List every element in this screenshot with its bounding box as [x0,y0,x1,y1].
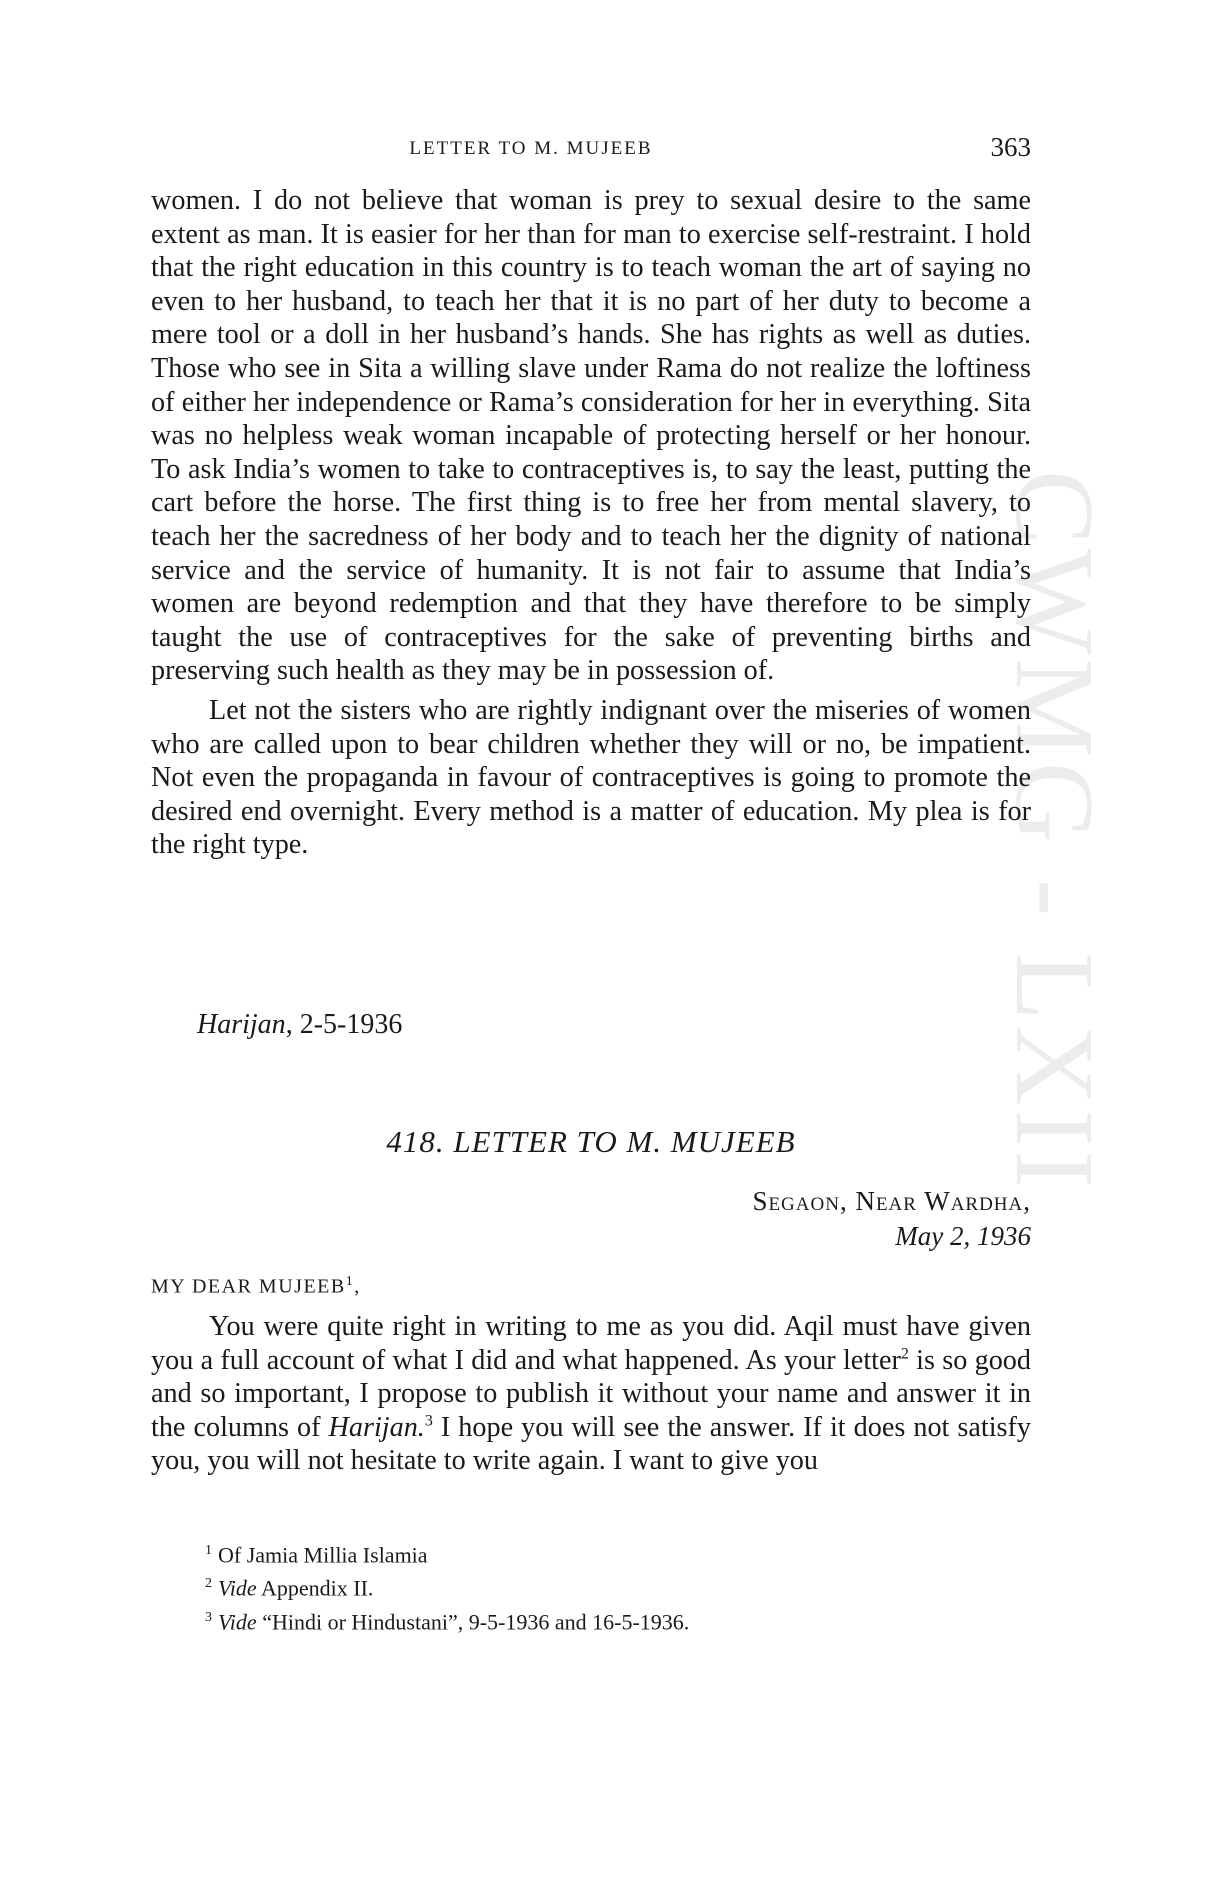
footnote-3-italic: Vide [218,1608,257,1634]
dateline [752,1184,1031,1254]
letter-harijan: Harijan. [328,1411,425,1443]
source-date: , 2-5-1936 [285,1009,403,1040]
paragraph-1: women. I do not believe that woman is prey to sexual desire to the same extent as man. It is easier for her than for man to exercise self-restraint. I hold that the right education in this country is to teach woman the art of saying no even to her husband, to teach her that it is no part of her duty to become a mere tool or a doll in her husband’s hands. She has rights as well as duties. Those who see in Sita a willing slave under Rama do not realize the loftiness of either her independence or Rama’s consideration for her in everything. Sita was no helpless weak woman incapable of protecting herself or her honour. To ask India’s women to take to contraceptives is, to say the least, putting the cart before the horse. The first thing is to free her from mental slavery, to teach her the sacredness of her body and to teach her the dignity of national service and the service of humanity. It is not fair to assume that India’s women are beyond redemption and that they have therefore to be simply taught the use of contraceptives for the sake of preventing births and preserving such health as they may be in possession of. [151,185,1031,687]
source-publication: Harijan [197,1009,286,1040]
paragraph-2: Let not the sisters who are rightly indignant over the miseries of women who are called upon to bear children whether they will or no, be impatient. Not even the propaganda in favour of contraceptives is going to promote the desired end overnight. Every method is a matter of education. My plea is for the right type. [151,694,1031,861]
salutation-trail: , [354,1275,361,1298]
footnote-2-text: Appendix II. [256,1575,374,1601]
letter-text-3: I hope you will see the answer. If it does not satisfy you, you will not hesitate to write again. I want to give you [151,1411,1031,1477]
salutation-text: MY DEAR MUJEEB [151,1275,346,1298]
source-citation [197,1009,402,1041]
footnote-3 [205,1603,689,1636]
document-page [151,0,1031,1890]
footnote-1 [205,1536,689,1569]
letter-paragraph [151,1310,1031,1478]
footnotes [205,1536,689,1636]
letter-text-2: is so good and so important, I propose to publish it without your name and answer it in the columns of [151,1344,1031,1443]
running-head [151,132,1031,168]
letter-body [151,1310,1031,1478]
footnote-mark-2: 2 [900,1345,909,1363]
footnote-3-mark: 3 [205,1609,212,1625]
dateline-date: May 2, 1936 [895,1221,1031,1251]
footnote-2-mark: 2 [205,1576,212,1592]
running-head-title: LETTER TO M. MUJEEB [409,138,653,159]
footnote-2 [205,1569,689,1602]
watermark: CWMG - LXII [992,470,1116,1193]
salutation [151,1274,361,1299]
body-text [151,184,1031,862]
dateline-place: Segaon, Near Wardha, [752,1186,1031,1216]
footnote-mark-3: 3 [424,1412,433,1430]
letter-text-1: You were quite right in writing to me as you did. Aqil must have given you a full account of what I did and what happened. As your letter [151,1311,1031,1376]
page-number: 363 [990,132,1031,162]
footnote-2-italic: Vide [218,1575,257,1601]
footnote-1-text: Of Jamia Millia Islamia [218,1542,428,1568]
footnote-mark-1: 1 [345,1274,355,1289]
footnote-1-mark: 1 [205,1543,212,1558]
section-heading: 418. LETTER TO M. MUJEEB [386,1124,796,1159]
footnote-3-text: “Hindi or Hindustani”, 9-5-1936 and 16-5-1936. [256,1608,690,1634]
